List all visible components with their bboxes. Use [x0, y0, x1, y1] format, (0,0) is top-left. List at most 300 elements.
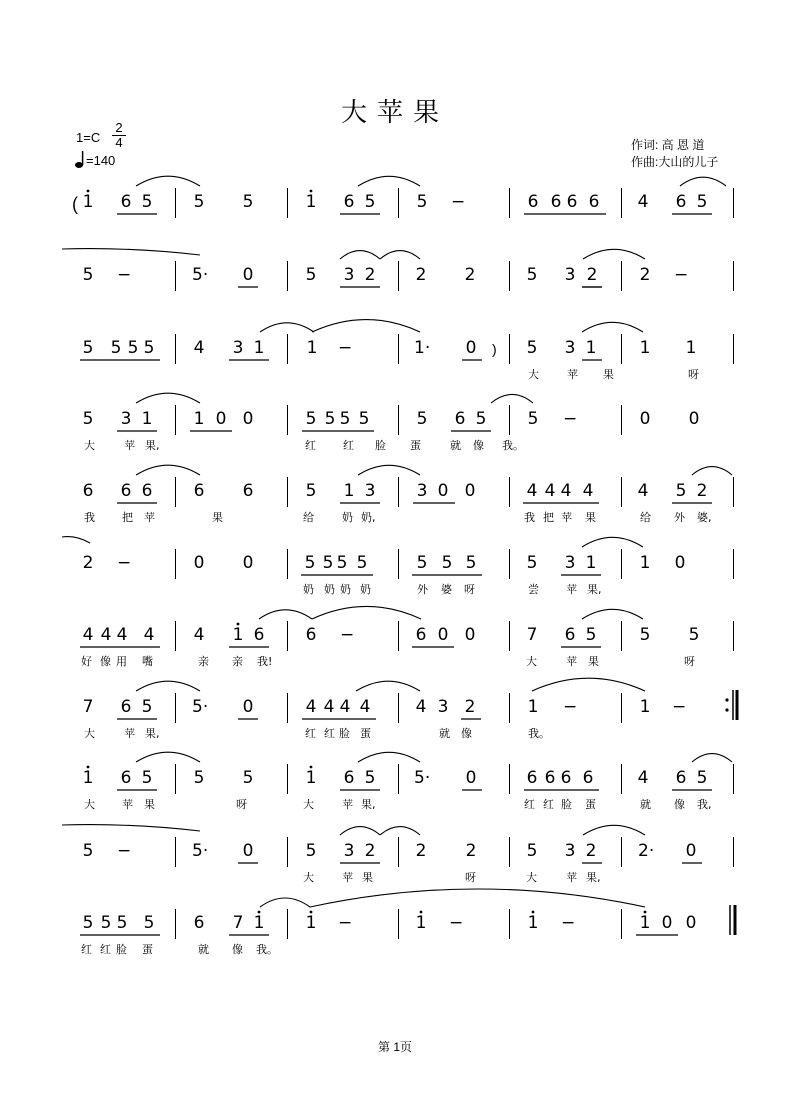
note: 6 — [343, 192, 355, 212]
note: 5 — [416, 192, 428, 212]
lyric-syllable: 我 — [524, 511, 535, 524]
slur — [310, 889, 645, 907]
slur — [692, 467, 732, 475]
slur — [583, 825, 645, 835]
note: 2 — [415, 265, 427, 285]
slur — [358, 176, 420, 186]
note: 5 — [416, 409, 428, 429]
note: 1 — [253, 913, 265, 933]
note: 1 — [685, 338, 697, 358]
note: 6 — [242, 481, 254, 501]
intro-close-paren: ) — [492, 341, 497, 357]
slur — [380, 251, 420, 259]
note: 4 — [526, 481, 538, 501]
note: 6 — [675, 768, 687, 788]
slur — [62, 249, 200, 255]
note: 0 — [685, 841, 697, 861]
note: 4 — [143, 625, 155, 645]
note: 5 — [305, 481, 317, 501]
slur — [62, 825, 200, 831]
note: 2 — [585, 841, 597, 861]
note: 0 — [639, 409, 651, 429]
note: 4 — [560, 481, 572, 501]
note: 3 — [120, 409, 132, 429]
note: 6 — [415, 625, 427, 645]
note: 6 — [120, 697, 132, 717]
note: 5 — [696, 192, 708, 212]
note: 7 — [526, 625, 538, 645]
note: 5 — [526, 553, 538, 573]
lyric-syllable: 就 — [450, 439, 461, 452]
lyric-syllable: 苹 — [122, 798, 133, 811]
note: − — [117, 265, 132, 285]
note: 5 — [82, 913, 94, 933]
lyric-syllable: 大 — [528, 368, 539, 381]
note: 1· — [414, 338, 431, 358]
note: 2 — [464, 265, 476, 285]
note: 5 — [675, 481, 687, 501]
lyric-syllable: 脸 — [339, 727, 350, 740]
note: 5 — [526, 338, 538, 358]
note: 5 — [82, 841, 94, 861]
note: 0 — [465, 768, 477, 788]
lyric-syllable: 红 — [543, 798, 554, 811]
note: 2 — [364, 841, 376, 861]
lyric-syllable: 红 — [305, 439, 316, 452]
octave-dot — [258, 911, 261, 914]
lyric-syllable: 像 — [473, 439, 484, 452]
note: 6 — [141, 481, 153, 501]
lyric-syllable: 果 — [585, 511, 596, 524]
note: 1 — [639, 913, 651, 933]
note: 3 — [343, 265, 355, 285]
note: 1 — [305, 192, 317, 212]
note: − — [674, 265, 689, 285]
lyric-syllable: 我 — [84, 511, 95, 524]
note: − — [449, 913, 464, 933]
note: 5 — [526, 265, 538, 285]
lyric-syllable: 我。 — [528, 727, 550, 740]
note: 5 — [526, 841, 538, 861]
note: 2· — [638, 841, 655, 861]
lyric-syllable: 奶 — [342, 511, 353, 524]
lyric-syllable: 呀 — [684, 655, 695, 668]
note: 5 — [193, 768, 205, 788]
lyric-syllable: 奶 — [360, 583, 371, 596]
lyric-syllable: 婆 — [441, 583, 452, 596]
slur — [583, 249, 645, 259]
lyric-syllable: 苹 — [566, 871, 577, 884]
note: 3 — [564, 338, 576, 358]
lyric-syllable: 把 — [122, 511, 133, 524]
note: 5 — [324, 409, 336, 429]
note: 1 — [639, 697, 651, 717]
note: 0 — [661, 913, 673, 933]
note: 2 — [82, 553, 94, 573]
note: 5 — [305, 409, 317, 429]
lyric-syllable: 果 — [588, 655, 599, 668]
note: 5 — [358, 409, 370, 429]
note: 1 — [305, 768, 317, 788]
lyric-syllable: 红 — [324, 727, 335, 740]
repeat-dot — [725, 708, 728, 711]
lyric-syllable: 我。 — [256, 943, 278, 956]
note: 6 — [560, 768, 572, 788]
key-signature: 1=C — [76, 130, 101, 145]
note: 0 — [674, 553, 686, 573]
note: 0 — [437, 625, 449, 645]
lyric-syllable: 苹 — [561, 511, 572, 524]
note: 4 — [637, 192, 649, 212]
lyric-syllable: 果, — [145, 727, 160, 740]
lyric-syllable: 蛋 — [360, 727, 371, 740]
lyric-syllable: 给 — [303, 511, 314, 524]
lyric-syllable: 果 — [212, 511, 223, 524]
slur — [358, 465, 420, 475]
tempo-value: =140 — [86, 153, 116, 168]
note: 1 — [141, 409, 153, 429]
lyric-syllable: 苹 — [124, 727, 135, 740]
octave-dot — [87, 766, 90, 769]
lyric-syllable: 红 — [100, 943, 111, 956]
lyric-syllable: 亲 — [198, 655, 209, 668]
note: 7 — [82, 697, 94, 717]
lyric-syllable: 红 — [524, 798, 535, 811]
note: 1 — [343, 481, 355, 501]
note: 5 — [116, 913, 128, 933]
note: 5 — [585, 625, 597, 645]
note: 6 — [675, 192, 687, 212]
note: 4 — [323, 697, 335, 717]
note: 5 — [110, 338, 122, 358]
note: 1 — [527, 697, 539, 717]
note: 6 — [550, 192, 562, 212]
note: 0 — [688, 409, 700, 429]
note: 5 — [82, 265, 94, 285]
note: 5 — [82, 409, 94, 429]
note: 1 — [639, 553, 651, 573]
note: 4 — [193, 625, 205, 645]
slur — [136, 752, 200, 762]
lyric-syllable: 苹 — [124, 439, 135, 452]
note: 4 — [116, 625, 128, 645]
meter-bottom: 4 — [112, 135, 126, 150]
lyric-syllable: 像 — [461, 727, 472, 740]
note: 4 — [582, 481, 594, 501]
slur — [312, 320, 420, 332]
lyric-syllable: 嘴 — [142, 655, 153, 668]
note: 1 — [306, 338, 318, 358]
note: 0 — [242, 553, 254, 573]
slur — [340, 827, 380, 835]
note: 5· — [192, 697, 209, 717]
note: 5 — [127, 338, 139, 358]
lyricist: 作词: 高 恩 道 — [631, 138, 705, 152]
note: 0 — [242, 409, 254, 429]
meter-top: 2 — [115, 120, 123, 135]
lyric-syllable: 苹 — [566, 583, 577, 596]
note: − — [338, 338, 353, 358]
note: 6 — [193, 481, 205, 501]
note: − — [117, 553, 132, 573]
note: 0 — [464, 625, 476, 645]
repeat-dot — [725, 698, 728, 701]
note: 6 — [305, 625, 317, 645]
note: 4 — [637, 481, 649, 501]
note: 0 — [242, 265, 254, 285]
lyric-syllable: 呀 — [688, 368, 699, 381]
lyric-syllable: 奶 — [303, 583, 314, 596]
note: 5 — [336, 553, 348, 573]
page-number: 第 1页 — [377, 1040, 412, 1054]
note: 3 — [232, 338, 244, 358]
slur — [680, 177, 726, 186]
note: 5 — [356, 553, 368, 573]
lyric-syllable: 果 — [362, 871, 373, 884]
note: 0 — [465, 338, 477, 358]
note: 1 — [82, 192, 94, 212]
octave-dot — [310, 190, 313, 193]
lyric-syllable: 大 — [526, 655, 537, 668]
note: 2 — [586, 265, 598, 285]
lyric-syllable: 大 — [84, 439, 95, 452]
lyric-syllable: 我! — [257, 655, 273, 668]
lyric-syllable: 大 — [526, 871, 537, 884]
slur — [582, 537, 643, 547]
lyric-syllable: 用 — [116, 655, 127, 668]
intro-open-paren: ( — [72, 194, 78, 214]
note: 6 — [120, 481, 132, 501]
note: 2 — [639, 265, 651, 285]
note: 5 — [322, 553, 334, 573]
lyric-syllable: 果 — [603, 368, 614, 381]
note: 6 — [253, 625, 265, 645]
lyric-syllable: 亲 — [232, 655, 243, 668]
lyric-syllable: 苹 — [342, 871, 353, 884]
slur — [380, 827, 420, 835]
lyric-syllable: 蛋 — [410, 439, 421, 452]
note: 1 — [232, 625, 244, 645]
slur — [340, 251, 380, 259]
note: 2 — [364, 265, 376, 285]
lyric-syllable: 大 — [84, 798, 95, 811]
note: 5 — [304, 553, 316, 573]
note: 6 — [564, 625, 576, 645]
note: 1 — [585, 553, 597, 573]
note: 4 — [637, 768, 649, 788]
lyric-syllable: 像 — [232, 943, 243, 956]
note: 5· — [192, 841, 209, 861]
note: 4 — [100, 625, 112, 645]
note: 0 — [215, 409, 227, 429]
song-title: 大苹果 — [340, 98, 449, 128]
slur — [260, 323, 314, 332]
lyric-syllable: 大 — [303, 871, 314, 884]
slur — [582, 322, 643, 332]
lyric-syllable: 就 — [198, 943, 209, 956]
slur — [259, 610, 312, 619]
slur — [136, 465, 200, 475]
note: − — [117, 841, 132, 861]
lyric-syllable: 蛋 — [585, 798, 596, 811]
lyric-syllable: 红 — [305, 727, 316, 740]
lyric-syllable: 果, — [586, 871, 601, 884]
lyric-syllable: 把 — [543, 511, 554, 524]
lyric-syllable: 蛋 — [142, 943, 153, 956]
note: 6 — [454, 409, 466, 429]
note: 5 — [143, 338, 155, 358]
note: 5· — [414, 768, 431, 788]
lyric-syllable: 苹 — [566, 655, 577, 668]
note: 5 — [339, 409, 351, 429]
note: 5 — [242, 192, 254, 212]
slur — [532, 678, 645, 691]
octave-dot — [310, 911, 313, 914]
note: 1 — [415, 913, 427, 933]
lyric-syllable: 好 — [81, 655, 92, 668]
note: 3 — [343, 841, 355, 861]
slur — [136, 176, 200, 186]
note: 6 — [588, 192, 600, 212]
note: 5 — [688, 625, 700, 645]
note: 1 — [305, 913, 317, 933]
lyric-syllable: 脸 — [116, 943, 127, 956]
note: 2 — [465, 841, 477, 861]
note: 3 — [437, 697, 449, 717]
octave-dot — [237, 623, 240, 626]
note: 5 — [527, 409, 539, 429]
lyric-syllable: 脸 — [561, 798, 572, 811]
note: 0 — [193, 553, 205, 573]
slur — [582, 609, 643, 619]
note: 4 — [415, 697, 427, 717]
note: 5· — [192, 265, 209, 285]
note: 5 — [100, 913, 112, 933]
note: 5 — [193, 192, 205, 212]
lyric-syllable: 尝 — [528, 583, 539, 596]
note: 1 — [585, 338, 597, 358]
note: 6 — [120, 192, 132, 212]
note: 5 — [441, 553, 453, 573]
note: 3 — [364, 481, 376, 501]
note: − — [563, 697, 578, 717]
note: 5 — [639, 625, 651, 645]
lyric-syllable: 果, — [145, 439, 160, 452]
lyric-syllable: 外 — [417, 583, 428, 596]
note: 6 — [544, 768, 556, 788]
note: 5 — [141, 192, 153, 212]
note: 6 — [193, 913, 205, 933]
note: − — [338, 913, 353, 933]
note: − — [340, 625, 355, 645]
note: 7 — [232, 913, 244, 933]
slur — [136, 393, 200, 403]
note: 0 — [685, 913, 697, 933]
note: 0 — [437, 481, 449, 501]
note: 3 — [564, 841, 576, 861]
lyric-syllable: 就 — [640, 798, 651, 811]
slur — [491, 394, 533, 403]
lyric-syllable: 大 — [84, 727, 95, 740]
lyric-syllable: 果, — [361, 798, 376, 811]
note: 4 — [305, 697, 317, 717]
slur — [136, 681, 200, 691]
note: 6 — [120, 768, 132, 788]
note: 0 — [464, 481, 476, 501]
note: 6 — [527, 192, 539, 212]
note: − — [451, 192, 466, 212]
lyric-syllable: 果 — [144, 798, 155, 811]
composer: 作曲:大山的儿子 — [631, 155, 719, 169]
note: − — [561, 913, 576, 933]
lyric-syllable: 奶 — [324, 583, 335, 596]
note: 0 — [242, 841, 254, 861]
note: 3 — [564, 553, 576, 573]
slur — [692, 754, 732, 762]
lyric-syllable: 婆, — [697, 511, 712, 524]
lyric-syllable: 脸 — [375, 439, 386, 452]
note: 1 — [193, 409, 205, 429]
lyric-syllable: 给 — [640, 511, 651, 524]
octave-dot — [532, 911, 535, 914]
lyric-syllable: 奶, — [361, 511, 376, 524]
slur — [358, 752, 420, 762]
note: 2 — [464, 697, 476, 717]
lyric-syllable: 呀 — [236, 798, 247, 811]
lyric-syllable: 呀 — [464, 583, 475, 596]
note: 5 — [141, 768, 153, 788]
lyric-syllable: 像 — [674, 798, 685, 811]
note: 4 — [359, 697, 371, 717]
note: 5 — [364, 192, 376, 212]
note: 4 — [193, 338, 205, 358]
lyric-syllable: 苹 — [342, 798, 353, 811]
lyric-syllable: 像 — [100, 655, 111, 668]
note: 4 — [339, 697, 351, 717]
note: 3 — [564, 265, 576, 285]
note: 4 — [82, 625, 94, 645]
lyric-syllable: 呀 — [465, 871, 476, 884]
note: 0 — [242, 697, 254, 717]
note: 1 — [527, 913, 539, 933]
note: − — [672, 697, 687, 717]
lyric-syllable: 就 — [439, 727, 450, 740]
note: 1 — [82, 768, 94, 788]
note: 5 — [364, 768, 376, 788]
lyric-syllable: 大 — [303, 798, 314, 811]
note: 5 — [143, 913, 155, 933]
slur — [312, 606, 421, 619]
octave-dot — [420, 911, 423, 914]
octave-dot — [310, 766, 313, 769]
octave-dot — [87, 190, 90, 193]
note: 4 — [544, 481, 556, 501]
lyric-syllable: 果, — [587, 583, 602, 596]
lyric-syllable: 我。 — [502, 439, 524, 452]
lyric-syllable: 奶 — [340, 583, 351, 596]
note: 6 — [526, 768, 538, 788]
note: 1 — [639, 338, 651, 358]
note: 6 — [343, 768, 355, 788]
lyric-syllable: 红 — [343, 439, 354, 452]
note: 3 — [416, 481, 428, 501]
note: 6 — [566, 192, 578, 212]
lyric-syllable: 红 — [81, 943, 92, 956]
lyric-syllable: 苹 — [567, 368, 578, 381]
note: 2 — [415, 841, 427, 861]
octave-dot — [644, 911, 647, 914]
note: 5 — [82, 338, 94, 358]
